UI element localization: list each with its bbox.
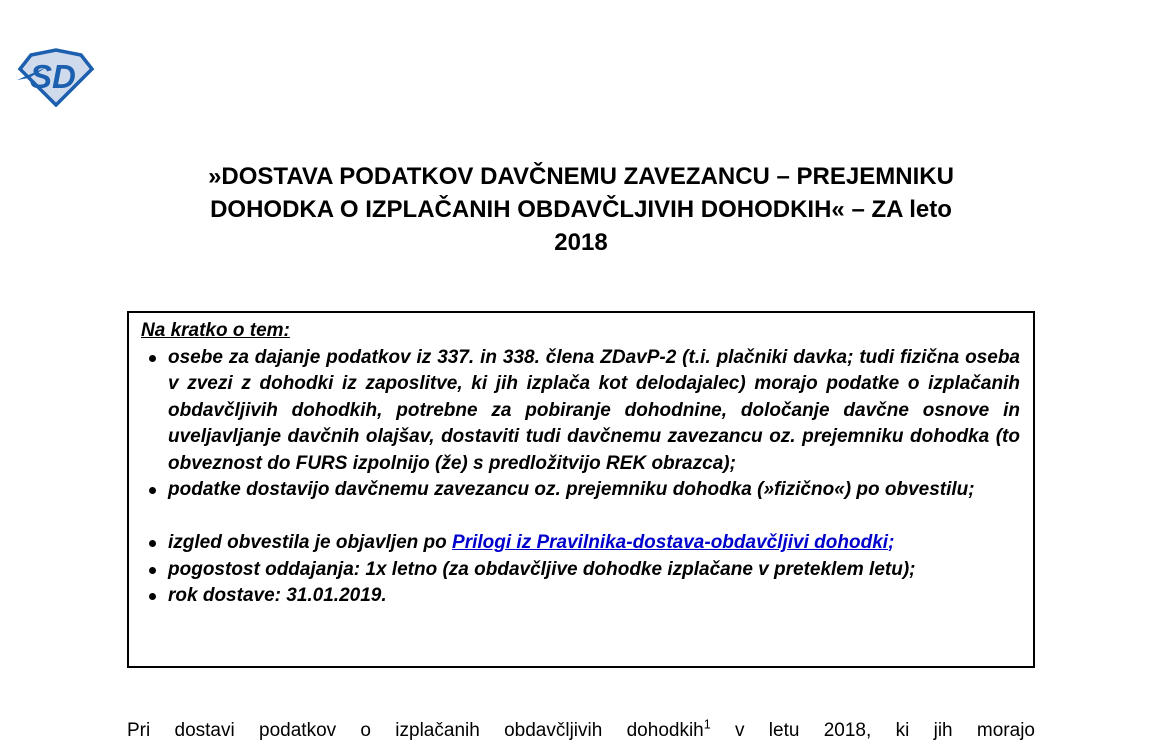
sd-logo-icon bbox=[17, 47, 95, 107]
pravilnik-priloga-link[interactable]: Prilogi iz Pravilnika-dostava-obdavčljivi dohodki bbox=[452, 532, 889, 553]
page-title-line-3: 2018 bbox=[554, 229, 608, 256]
bullet-text: rok dostave: 31.01.2019. bbox=[168, 585, 387, 606]
bullet-item-deadline bbox=[141, 583, 1020, 610]
page-title-line-1: »DOSTAVA PODATKOV DAVČNEMU ZAVEZANCU – PREJEMNIKU bbox=[208, 163, 954, 190]
bullet-text: osebe za dajanje podatkov iz 337. in 338. člena ZDavP-2 (t.i. plačniki davka; tudi fizična oseba v zvezi z dohodki iz zaposlitve, ki jih izplača kot delodajalec) morajo podatke o izplačanih obdavčljivih dohodkih, potrebne za pobiranje dohodnine, določanje davčne osnove in uveljavljanje davčnih olajšav, dostaviti tudi davčnemu zavezancu oz. prejemniku dohodka (to obveznost do FURS izpolnijo (že) s predložitvijo REK obrazca); bbox=[168, 346, 1020, 474]
paragraph-text-start: Pri dostavi podatkov o izplačanih obdavčljivih dohodkih bbox=[127, 720, 704, 741]
bullet-text-suffix: ; bbox=[888, 532, 895, 553]
bullet-item-delivery-method bbox=[141, 477, 1020, 504]
summary-box-heading: Na kratko o tem: bbox=[141, 320, 290, 341]
page-title-line-2: DOHODKA O IZPLAČANIH OBDAVČLJIVIH DOHODKIH« – ZA leto bbox=[210, 196, 952, 223]
body-paragraph bbox=[127, 717, 1035, 743]
logo-letters: SD bbox=[30, 58, 76, 95]
footnote-reference-1: 1 bbox=[703, 717, 711, 732]
bullet-text: pogostost oddajanja: 1x letno (za obdavčljive dohodke izplačane v preteklem letu); bbox=[168, 558, 916, 580]
bullet-text: podatke dostavijo davčnemu zavezancu oz. prejemniku dohodka (»fizično«) po obvestilu; bbox=[168, 479, 975, 500]
paragraph-text-end: v letu 2018, ki jih morajo bbox=[710, 720, 1035, 741]
summary-box bbox=[127, 311, 1035, 668]
bullet-text-prefix: izgled obvestila je objavljen po bbox=[168, 532, 453, 553]
page-title bbox=[127, 160, 1035, 259]
bullet-item-persons-obliged bbox=[141, 345, 1020, 478]
bullet-item-frequency bbox=[141, 557, 1020, 584]
bullet-item-notice-layout bbox=[141, 530, 1020, 557]
